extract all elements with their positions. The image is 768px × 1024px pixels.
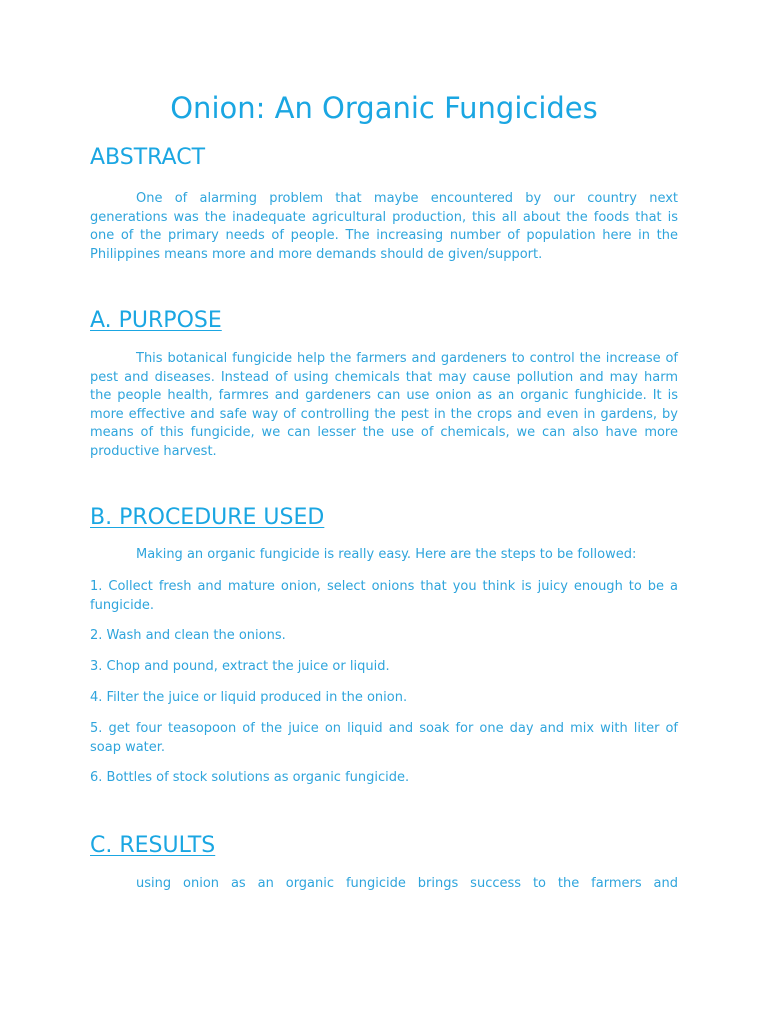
abstract-heading: ABSTRACT (90, 145, 206, 170)
purpose-heading: A. PURPOSE (90, 308, 222, 333)
abstract-text: One of alarming problem that maybe encountered by our country next generations was the inadequate agricultural production, this all about the foods that is one of the primary needs of people. The increasing number of population here in the Philippines means more and more demands should de given/support. (90, 191, 678, 262)
procedure-step-4: 4. Filter the juice or liquid produced in the onion. (90, 690, 408, 705)
procedure-step-3: 3. Chop and pound, extract the juice or liquid. (90, 659, 390, 674)
procedure-step-2: 2. Wash and clean the onions. (90, 628, 286, 643)
results-text: using onion as an organic fungicide brings success to the farmers and (136, 876, 678, 891)
procedure-step-1: 1. Collect fresh and mature onion, select onions that you think is juicy enough to be a fungicide. (90, 579, 678, 613)
document-title: Onion: An Organic Fungicides (170, 91, 598, 125)
procedure-intro: Making an organic fungicide is really easy. Here are the steps to be followed: (136, 547, 637, 562)
procedure-step-5: 5. get four teasopoon of the juice on liquid and soak for one day and mix with liter of soap water. (90, 721, 678, 755)
procedure-heading: B. PROCEDURE USED (90, 505, 325, 530)
purpose-text: This botanical fungicide help the farmers and gardeners to control the increase of pest and diseases. Instead of using chemicals that may cause pollution and may harm the people health, farmres and gardeners can use onion as an organic funghicide. It is more effective and safe way of controlling the pest in the crops and even in gardens, by means of this fungicide, we can lesser the use of chemicals, we can also have more productive harvest. (90, 351, 678, 459)
document-page (90, 0, 678, 1024)
results-heading: C. RESULTS (90, 833, 216, 858)
procedure-step-6: 6. Bottles of stock solutions as organic fungicide. (90, 770, 410, 785)
